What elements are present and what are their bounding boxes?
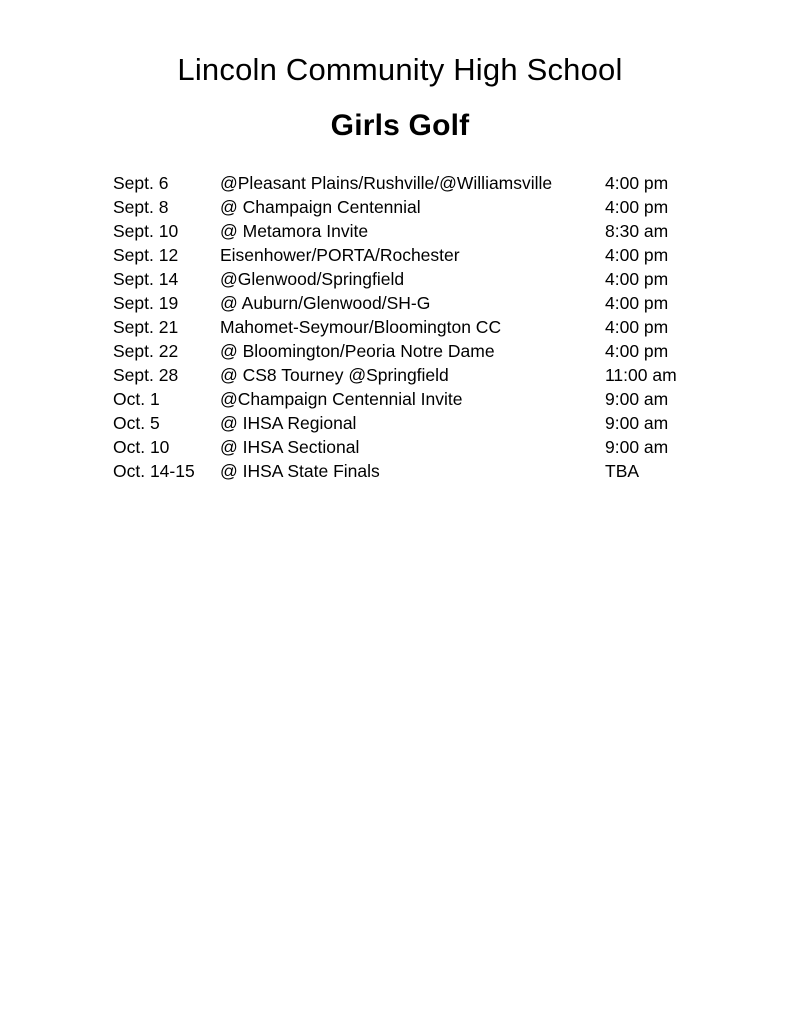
event-date: Sept. 6 bbox=[113, 173, 169, 193]
schedule-table bbox=[113, 171, 760, 483]
table-row bbox=[113, 411, 760, 435]
event-time: 4:00 pm bbox=[605, 245, 669, 265]
event-date: Sept. 14 bbox=[113, 269, 179, 289]
table-row bbox=[113, 219, 760, 243]
table-row bbox=[113, 243, 760, 267]
event-date: Sept. 19 bbox=[113, 293, 179, 313]
event-opponent: @Pleasant Plains/Rushville/@Williamsville bbox=[220, 173, 553, 193]
event-date: Sept. 12 bbox=[113, 245, 179, 265]
event-time: 4:00 pm bbox=[605, 197, 669, 217]
event-date: Oct. 10 bbox=[113, 437, 170, 457]
event-opponent: @Glenwood/Springfield bbox=[220, 269, 405, 289]
event-time: 9:00 am bbox=[605, 437, 669, 457]
page-title: Lincoln Community High School bbox=[177, 52, 623, 87]
table-row bbox=[113, 387, 760, 411]
event-opponent: Mahomet-Seymour/Bloomington CC bbox=[220, 317, 502, 337]
table-row bbox=[113, 435, 760, 459]
event-opponent: @ IHSA Sectional bbox=[220, 437, 360, 457]
event-time: 9:00 am bbox=[605, 389, 669, 409]
event-time: 11:00 am bbox=[605, 365, 677, 385]
event-time: 9:00 am bbox=[605, 413, 669, 433]
table-row bbox=[113, 171, 760, 195]
table-row bbox=[113, 267, 760, 291]
event-opponent: @ IHSA Regional bbox=[220, 413, 357, 433]
event-time: 4:00 pm bbox=[605, 341, 669, 361]
event-opponent: @ CS8 Tourney @Springfield bbox=[220, 365, 449, 385]
event-time: 4:00 pm bbox=[605, 293, 669, 313]
event-date: Sept. 28 bbox=[113, 365, 179, 385]
event-opponent: @ IHSA State Finals bbox=[220, 461, 380, 481]
page-subtitle: Girls Golf bbox=[330, 109, 470, 142]
event-opponent: @ Champaign Centennial bbox=[220, 197, 421, 217]
event-opponent: @ Auburn/Glenwood/SH-G bbox=[220, 293, 431, 313]
event-date: Sept. 22 bbox=[113, 341, 179, 361]
event-opponent: @ Bloomington/Peoria Notre Dame bbox=[220, 341, 495, 361]
table-row bbox=[113, 339, 760, 363]
table-row bbox=[113, 363, 760, 387]
event-time: 8:30 am bbox=[605, 221, 669, 241]
event-date: Sept. 21 bbox=[113, 317, 179, 337]
event-opponent: Eisenhower/PORTA/Rochester bbox=[220, 245, 460, 265]
event-date: Oct. 14-15 bbox=[113, 461, 195, 481]
event-time: TBA bbox=[605, 461, 640, 481]
event-time: 4:00 pm bbox=[605, 317, 669, 337]
event-date: Sept. 8 bbox=[113, 197, 169, 217]
table-row bbox=[113, 291, 760, 315]
event-date: Oct. 5 bbox=[113, 413, 160, 433]
event-time: 4:00 pm bbox=[605, 269, 669, 289]
event-date: Oct. 1 bbox=[113, 389, 160, 409]
table-row bbox=[113, 315, 760, 339]
table-row bbox=[113, 195, 760, 219]
table-row bbox=[113, 459, 760, 483]
event-date: Sept. 10 bbox=[113, 221, 179, 241]
event-opponent: @ Metamora Invite bbox=[220, 221, 369, 241]
event-time: 4:00 pm bbox=[605, 173, 669, 193]
event-opponent: @Champaign Centennial Invite bbox=[220, 389, 463, 409]
